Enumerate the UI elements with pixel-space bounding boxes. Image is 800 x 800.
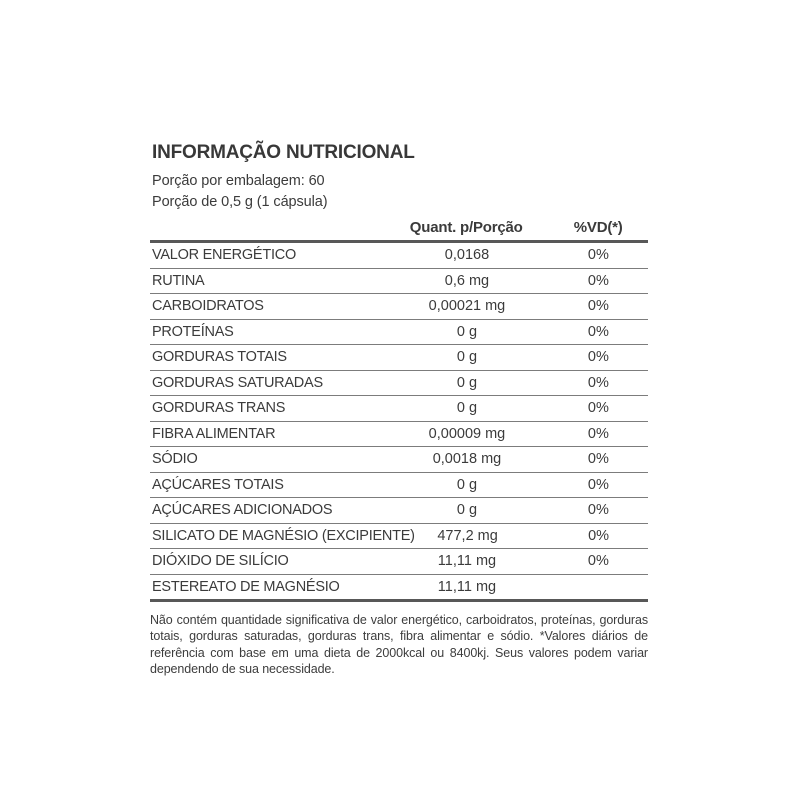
- table-row: [150, 269, 648, 295]
- header-daily-value-percent: %VD(*): [573, 219, 623, 237]
- table-row: [150, 422, 648, 448]
- nutrition-table-body: [150, 243, 648, 602]
- row-dv: 0%: [587, 400, 609, 417]
- row-label: GORDURAS TRANS: [152, 400, 286, 417]
- table-row: [150, 473, 648, 499]
- row-quantity: 0,0168: [444, 247, 490, 264]
- row-quantity: 0 g: [456, 323, 478, 340]
- row-quantity: 477,2 mg: [437, 527, 498, 544]
- row-label: CARBOIDRATOS: [152, 298, 264, 315]
- row-quantity: 0,6 mg: [444, 272, 490, 289]
- nutrition-label: [150, 142, 648, 677]
- table-row: [150, 498, 648, 524]
- row-quantity: 0 g: [456, 374, 478, 391]
- table-row: [150, 524, 648, 550]
- table-row: [150, 345, 648, 371]
- row-quantity: 0,00009 mg: [428, 425, 506, 442]
- row-dv: 0%: [587, 247, 609, 264]
- row-quantity: 11,11 mg: [437, 553, 497, 570]
- row-label: GORDURAS SATURADAS: [152, 374, 323, 391]
- nutrition-title: INFORMAÇÃO NUTRICIONAL: [152, 142, 415, 163]
- row-label: PROTEÍNAS: [152, 323, 234, 340]
- serving-size: Porção de 0,5 g (1 cápsula): [152, 193, 328, 210]
- row-quantity: 0 g: [456, 476, 478, 493]
- row-dv: 0%: [587, 502, 609, 519]
- row-quantity: 0 g: [456, 400, 478, 417]
- table-row: [150, 320, 648, 346]
- row-label: SILICATO DE MAGNÉSIO (EXCIPIENTE): [152, 527, 415, 544]
- row-label: FIBRA ALIMENTAR: [152, 425, 276, 442]
- row-dv: 0%: [587, 553, 609, 570]
- table-row: [150, 447, 648, 473]
- row-dv: 0%: [587, 374, 609, 391]
- header-quantity-per-serving: Quant. p/Porção: [409, 219, 523, 237]
- row-quantity: 0 g: [456, 349, 478, 366]
- table-row: [150, 243, 648, 269]
- servings-per-package: Porção por embalagem: 60: [152, 173, 325, 189]
- row-label: DIÓXIDO DE SILÍCIO: [152, 553, 289, 570]
- row-dv: 0%: [587, 451, 609, 468]
- row-dv: 0%: [587, 349, 609, 366]
- table-header-row: [150, 219, 648, 243]
- row-label: RUTINA: [152, 272, 205, 289]
- row-label: AÇÚCARES TOTAIS: [152, 476, 284, 493]
- row-label: SÓDIO: [152, 451, 198, 468]
- row-dv: 0%: [587, 272, 609, 289]
- row-dv: 0%: [587, 323, 609, 340]
- row-quantity: 0 g: [456, 502, 478, 519]
- table-row: [150, 371, 648, 397]
- row-label: GORDURAS TOTAIS: [152, 349, 287, 366]
- table-row: [150, 575, 648, 603]
- row-label: AÇÚCARES ADICIONADOS: [152, 502, 333, 519]
- table-row: [150, 396, 648, 422]
- row-quantity: 0,00021 mg: [428, 298, 506, 315]
- footnote-text: Não contém quantidade significativa de valor energético, carboidratos, proteínas, gorduras totais, gorduras saturadas, gorduras trans, fibra alimentar e sódio. *Valores diários de referência com base em uma dieta de 2000kcal ou 8400kj. Seus valores podem variar dependendo de sua necessidade.: [150, 613, 648, 676]
- row-dv: 0%: [588, 527, 610, 544]
- row-dv: 0%: [587, 476, 609, 493]
- row-label: ESTEREATO DE MAGNÉSIO: [152, 578, 340, 595]
- row-quantity: 0,0018 mg: [432, 451, 502, 468]
- row-dv: 0%: [587, 298, 609, 315]
- table-row: [150, 549, 648, 575]
- row-label: VALOR ENERGÉTICO: [152, 247, 296, 264]
- row-dv: 0%: [587, 425, 609, 442]
- row-quantity: 11,11 mg: [437, 578, 497, 595]
- table-row: [150, 294, 648, 320]
